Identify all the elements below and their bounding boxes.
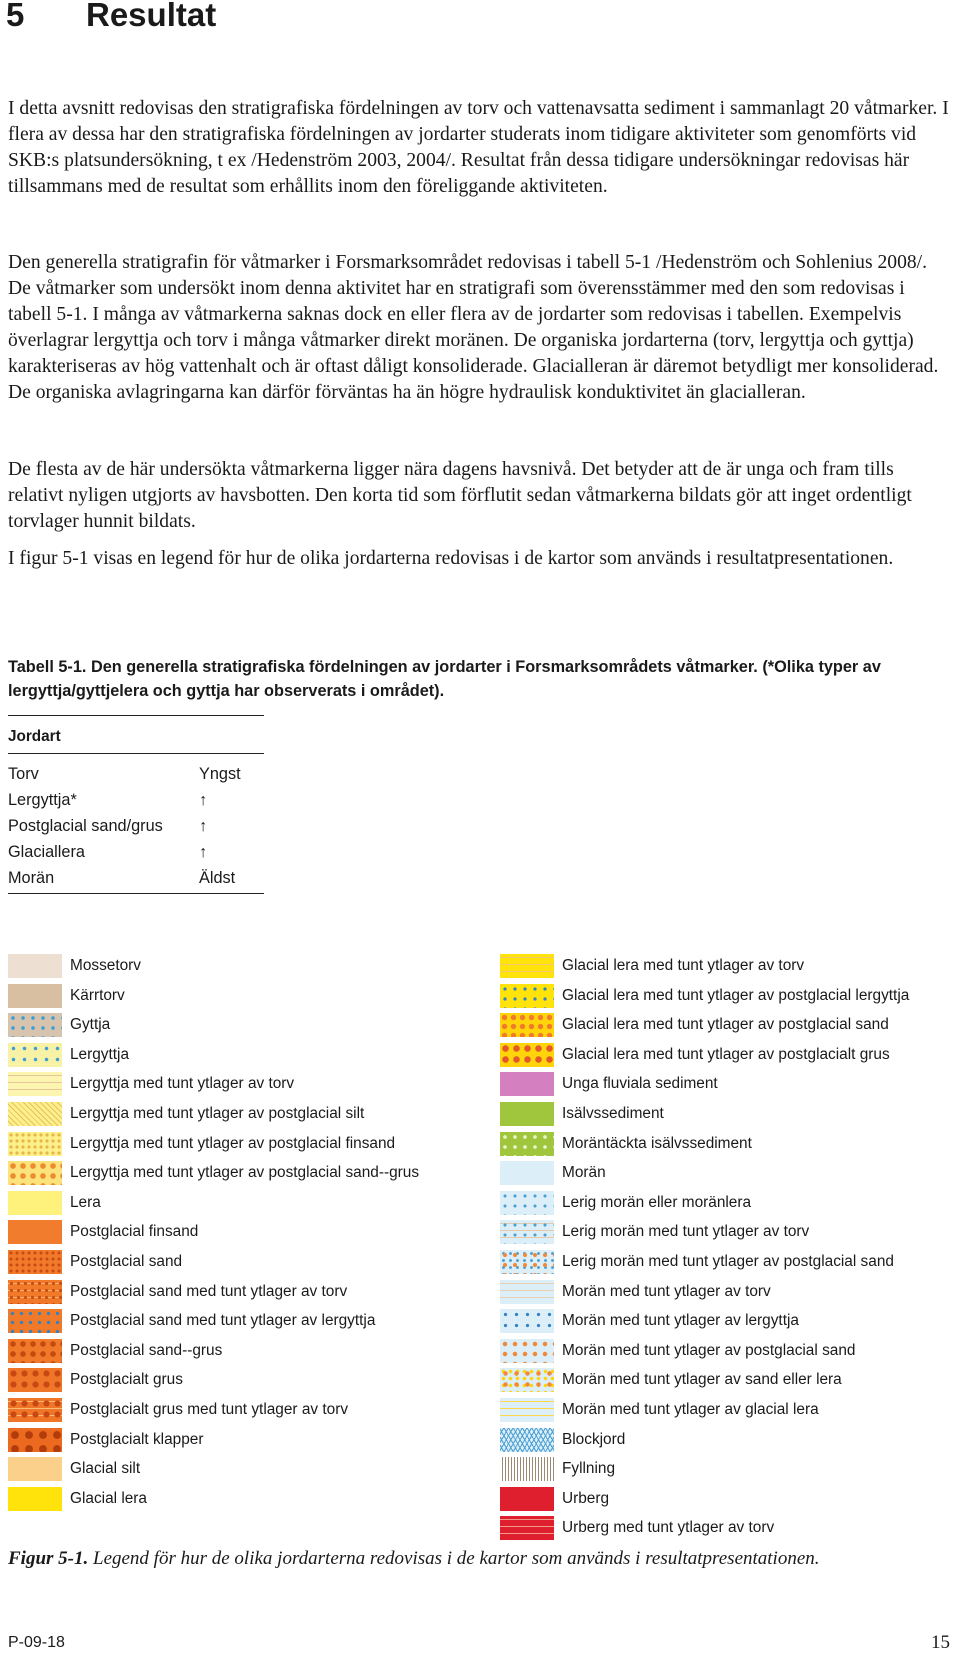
- legend-label: Lergyttja med tunt ytlager av postglacial sand--grus: [70, 1164, 420, 1182]
- legend-label: Lergyttja med tunt ytlager av postglacial silt: [70, 1105, 365, 1122]
- legend-swatch: [500, 1516, 554, 1540]
- table-top-rule: [8, 715, 264, 716]
- legend-label: Urberg med tunt ytlager av torv: [562, 1519, 775, 1537]
- legend-item: [500, 1250, 955, 1274]
- legend-label: Urberg: [562, 1489, 610, 1507]
- legend-swatch: [500, 1220, 554, 1244]
- report-id: P-09-18: [8, 1634, 65, 1651]
- legend-label: Postglacialt grus med tunt ytlager av torv: [70, 1401, 349, 1418]
- legend-label: Glacial lera med tunt ytlager av postglacial sand: [562, 1016, 889, 1034]
- legend-item: [8, 1280, 463, 1304]
- table-caption: Tabell 5-1. Den generella stratigrafiska fördelningen av jordarter i Forsmarksområdets våtmarker. (*Olika typer av lergyttja/gyttjelera och gyttja har observerats i området).: [8, 658, 881, 700]
- figure-caption-text: Legend för hur de olika jordarterna redovisas i de kartor som används i resultatpresentationen.: [88, 1548, 820, 1569]
- table-row: [8, 843, 264, 869]
- legend-label: Kärrtorv: [70, 986, 125, 1004]
- legend-label: Unga fluviala sediment: [562, 1075, 718, 1093]
- legend-swatch: [8, 1457, 62, 1481]
- page-number: 15: [931, 1632, 950, 1653]
- legend-item: [500, 954, 955, 978]
- legend-label: Lera: [70, 1193, 101, 1211]
- table-cell-age: ↑: [199, 817, 208, 835]
- section-heading: [6, 0, 216, 34]
- legend-item: [500, 1516, 955, 1540]
- legend-swatch: [500, 1487, 554, 1511]
- legend-item: [8, 954, 463, 978]
- legend-item: [500, 1072, 955, 1096]
- table-cell-age: ↑: [199, 791, 208, 809]
- legend-swatch: [8, 1339, 62, 1363]
- table-cell-age: Äldst: [199, 869, 236, 887]
- legend-item: [500, 1132, 955, 1156]
- legend-swatch: [8, 1250, 62, 1274]
- legend-label: Mossetorv: [70, 957, 141, 974]
- legend-label: Lerig morän med tunt ytlager av postglacial sand: [562, 1253, 894, 1270]
- legend-item: [8, 1013, 463, 1037]
- legend-item: [8, 1102, 463, 1126]
- legend-swatch: [8, 1309, 62, 1333]
- legend-label: Lerig morän eller moränlera: [562, 1193, 752, 1211]
- legend-label: Postglacial sand: [70, 1253, 183, 1270]
- table-cell-jordart: Morän: [8, 869, 55, 887]
- legend-item: [500, 1487, 955, 1511]
- table-cell-jordart: Glaciallera: [8, 843, 85, 861]
- legend-label: Lergyttja med tunt ytlager av postglacial finsand: [70, 1134, 396, 1152]
- legend-swatch: [500, 1398, 554, 1422]
- legend-label: Postglacial sand med tunt ytlager av torv: [70, 1282, 348, 1300]
- legend-label: Postglacialt grus: [70, 1371, 183, 1389]
- legend-swatch: [8, 1161, 62, 1185]
- legend-swatch: [8, 1132, 62, 1156]
- legend-label: Morän med tunt ytlager av lergyttja: [562, 1312, 799, 1330]
- legend-item: [500, 1457, 955, 1481]
- legend-label: Morän med tunt ytlager av torv: [562, 1282, 771, 1300]
- section-title: Resultat: [86, 0, 217, 33]
- legend-swatch: [8, 1102, 62, 1126]
- legend-swatch: [500, 1428, 554, 1452]
- legend-item: [8, 1043, 463, 1067]
- legend-swatch: [8, 954, 62, 978]
- legend-swatch: [8, 1043, 62, 1067]
- legend-label: Glacial silt: [70, 1460, 141, 1478]
- legend-item: [8, 1428, 463, 1452]
- legend-label: Glacial lera med tunt ytlager av postglacial lergyttja: [562, 986, 910, 1004]
- legend-label: Postglacial sand--grus: [70, 1341, 223, 1359]
- legend-item: [8, 1309, 463, 1333]
- legend-item: [8, 1072, 463, 1096]
- figure-caption-label: Figur 5-1.: [8, 1548, 89, 1569]
- section-number: 5: [6, 0, 25, 33]
- legend-label: Postglacialt klapper: [70, 1430, 204, 1448]
- legend-label: Postglacial sand med tunt ytlager av lergyttja: [70, 1312, 376, 1330]
- legend-swatch: [500, 1250, 554, 1274]
- legend-item: [500, 1309, 955, 1333]
- table-cell-age: ↑: [199, 843, 208, 861]
- legend-swatch: [8, 1191, 62, 1215]
- legend-item: [500, 1368, 955, 1392]
- legend-swatch: [500, 1072, 554, 1096]
- legend-swatch: [500, 1132, 554, 1156]
- table-cell-jordart: Torv: [8, 765, 39, 783]
- legend-label: Morän med tunt ytlager av glacial lera: [562, 1401, 819, 1418]
- legend-item: [8, 1487, 463, 1511]
- legend-item: [8, 1161, 463, 1185]
- legend-item: [8, 984, 463, 1008]
- legend-swatch: [500, 1368, 554, 1392]
- legend-swatch: [8, 1428, 62, 1452]
- legend-item: [500, 1280, 955, 1304]
- legend-item: [500, 1191, 955, 1215]
- figure-caption: [8, 1548, 820, 1570]
- legend-swatch: [500, 1161, 554, 1185]
- legend-item: [8, 1457, 463, 1481]
- legend-label: Moräntäckta isälvssediment: [562, 1134, 752, 1152]
- legend-label: Fyllning: [562, 1460, 616, 1478]
- legend-item: [8, 1132, 463, 1156]
- legend-swatch: [500, 1013, 554, 1037]
- legend-swatch: [8, 1368, 62, 1392]
- table-header-jordart: Jordart: [8, 728, 61, 745]
- legend-item: [500, 1043, 955, 1067]
- legend-item: [8, 1250, 463, 1274]
- legend-swatch: [500, 984, 554, 1008]
- table-cell-jordart: Lergyttja*: [8, 791, 77, 809]
- table-row: [8, 765, 264, 791]
- legend-label: Lergyttja med tunt ytlager av torv: [70, 1075, 295, 1093]
- legend-swatch: [8, 1280, 62, 1304]
- legend-swatch: [500, 1309, 554, 1333]
- legend-swatch: [500, 1102, 554, 1126]
- legend-item: [500, 1339, 955, 1363]
- table-row: [8, 791, 264, 817]
- legend-item: [8, 1191, 463, 1215]
- legend-item: [500, 1428, 955, 1452]
- legend-item: [500, 1102, 955, 1126]
- legend-item: [500, 1013, 955, 1037]
- legend-swatch: [500, 954, 554, 978]
- paragraph-3: De flesta av de här undersökta våtmarkerna ligger nära dagens havsnivå. Det betyder att de är unga och fram tills relativt nyligen utgjorts av havsbotten. Den korta tid som förflutit sedan våtmarkerna bildats gör att inget ordentligt torvlager hunnit bildats.: [8, 459, 912, 532]
- legend-item: [500, 1161, 955, 1185]
- legend-swatch: [500, 1457, 554, 1481]
- legend-swatch: [500, 1191, 554, 1215]
- table-row: [8, 817, 264, 843]
- legend-swatch: [8, 1013, 62, 1037]
- legend-label: Lerig morän med tunt ytlager av torv: [562, 1223, 810, 1241]
- legend-swatch: [500, 1339, 554, 1363]
- paragraph-4: I figur 5-1 visas en legend för hur de olika jordarterna redovisas i de kartor som används i resultatpresentationen.: [8, 548, 894, 569]
- legend-label: Blockjord: [562, 1430, 626, 1448]
- legend-item: [500, 1398, 955, 1422]
- paragraph-2: Den generella stratigrafin för våtmarker i Forsmarksområdet redovisas i tabell 5-1 /Hedenström och Sohlenius 2008/. De våtmarker som undersökt inom denna aktivitet har en stratigrafi som överensstämmer med den som redovisas i tabell 5-1. I många av våtmarkerna saknas dock en eller flera av de jordarter som redovisas i tabellen. Exempelvis överlagrar lergyttja och torv i många våtmarker direkt moränen. De organiska jordarterna (torv, lergyttja och gyttja) karakteriseras av hög vattenhalt och är oftast dåligt konsoliderade. Glacialleran är däremot betydligt mer konsoliderad. De organiska avlagringarna kan därför förväntas ha än högre hydraulisk konduktivitet än glacialleran.: [8, 252, 939, 403]
- legend-label: Isälvssediment: [562, 1105, 664, 1122]
- legend-item: [8, 1398, 463, 1422]
- table-header-rule: [8, 753, 264, 754]
- legend-label: Postglacial finsand: [70, 1223, 199, 1241]
- legend-label: Gyttja: [70, 1016, 111, 1034]
- legend-item: [500, 984, 955, 1008]
- legend-swatch: [8, 1398, 62, 1422]
- table-bottom-rule: [8, 893, 264, 894]
- paragraph-1: I detta avsnitt redovisas den stratigrafiska fördelningen av torv och vattenavsatta sediment i sammanlagt 20 våtmarker. I flera av dessa har den stratigrafiska fördelningen av jordarter studerats inom tidigare aktiviteter som genomförts vid SKB:s platsundersökning, t ex /Hedenström 2003, 2004/. Resultat från dessa tidigare undersökningar redovisas här tillsammans med de resultat som erhållits inom den föreliggande aktiviteten.: [8, 98, 949, 197]
- table-cell-age: Yngst: [199, 765, 241, 783]
- legend-label: Morän med tunt ytlager av sand eller lera: [562, 1371, 842, 1389]
- legend-label: Morän: [562, 1164, 606, 1182]
- legend-item: [500, 1220, 955, 1244]
- legend-label: Morän med tunt ytlager av postglacial sand: [562, 1341, 856, 1359]
- table-row: [8, 869, 264, 895]
- legend-swatch: [500, 1043, 554, 1067]
- legend-item: [8, 1368, 463, 1392]
- table-cell-jordart: Postglacial sand/grus: [8, 817, 163, 835]
- legend-swatch: [8, 1487, 62, 1511]
- legend-label: Glacial lera med tunt ytlager av postglacialt grus: [562, 1045, 890, 1063]
- legend-swatch: [8, 1072, 62, 1096]
- legend-item: [8, 1220, 463, 1244]
- legend-label: Glacial lera: [70, 1489, 147, 1507]
- legend-swatch: [8, 1220, 62, 1244]
- legend-label: Glacial lera med tunt ytlager av torv: [562, 957, 805, 974]
- legend-item: [8, 1339, 463, 1363]
- legend-label: Lergyttja: [70, 1045, 130, 1063]
- legend-swatch: [8, 984, 62, 1008]
- legend-swatch: [500, 1280, 554, 1304]
